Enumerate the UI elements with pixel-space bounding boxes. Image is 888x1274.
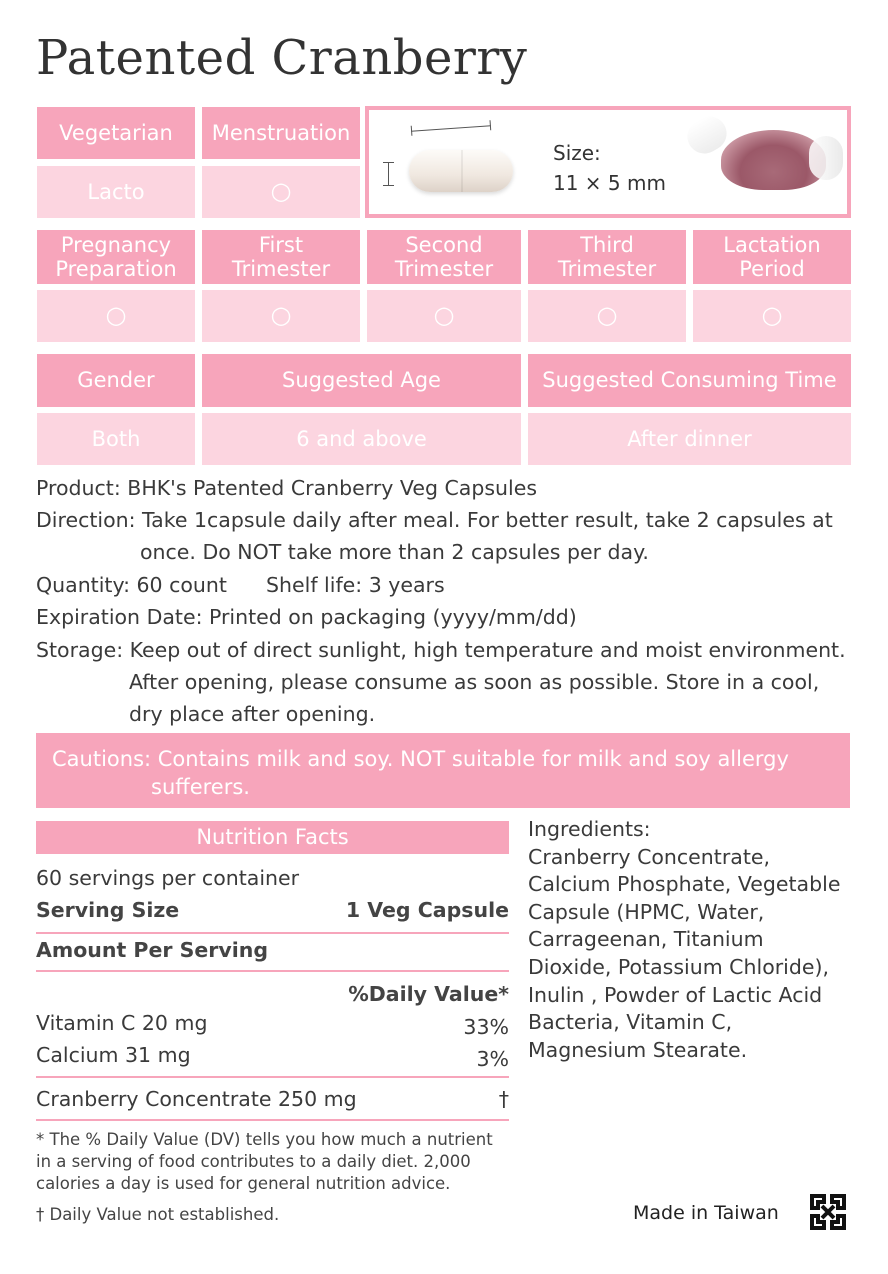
daily-value-header: %Daily Value* (348, 982, 509, 1006)
ingredients-label: Ingredients: (528, 817, 651, 841)
header-gender: Gender (37, 354, 195, 407)
cranberry-daily-value: † (498, 1087, 509, 1111)
nutrient-daily-value: 33% (463, 1015, 509, 1039)
servings-per-container: 60 servings per container (36, 866, 300, 890)
daily-value-footnote (36, 1129, 493, 1195)
size-text (553, 138, 666, 198)
page-title: Patented Cranberry (36, 30, 528, 86)
ingredient-line: Cranberry Concentrate, (528, 844, 770, 869)
size-value: 11 × 5 mm (553, 171, 666, 195)
nutrition-facts-header: Nutrition Facts (36, 821, 509, 854)
serving-size-value: 1 Veg Capsule (345, 898, 509, 922)
caution-line: Cautions: Contains milk and soy. NOT suitable for milk and soy allergy (52, 747, 789, 771)
capsule-image (409, 150, 513, 192)
footnote-line: * The % Daily Value (DV) tells you how much a nutrient (36, 1130, 493, 1149)
caution-banner (36, 733, 850, 808)
value-menstruation: ○ (202, 166, 360, 218)
ingredient-line: Dioxide, Potassium Chloride), (528, 954, 829, 979)
amount-per-serving: Amount Per Serving (36, 938, 269, 962)
shelf-life-line: Shelf life: 3 years (266, 573, 445, 597)
header-menstruation: Menstruation (202, 107, 360, 159)
storage-line: Storage: Keep out of direct sunlight, high temperature and moist environment. (36, 638, 846, 662)
header-first-trimester: First Trimester (202, 230, 360, 284)
ingredient-line: Calcium Phosphate, Vegetable (528, 872, 841, 897)
header-lactation-period: Lactation Period (693, 230, 851, 284)
header-suggested-consuming-time: Suggested Consuming Time (528, 354, 851, 407)
storage-line-continued: dry place after opening. (129, 702, 376, 726)
nutrient-name: Calcium 31 mg (36, 1043, 191, 1067)
caution-line-continued: sufferers. (151, 775, 250, 799)
value-pregnancy-preparation: ○ (37, 290, 195, 342)
quantity-line: Quantity: 60 count (36, 573, 227, 597)
header-vegetarian: Vegetarian (37, 107, 195, 159)
width-dimension-line (388, 162, 389, 186)
ingredient-line: Bacteria, Vitamin C, (528, 1010, 733, 1035)
value-suggested-consuming-time: After dinner (528, 413, 851, 465)
cranberry-name: Cranberry Concentrate 250 mg (36, 1087, 357, 1111)
value-first-trimester: ○ (202, 290, 360, 342)
expiration-line: Expiration Date: Printed on packaging (yyyy/mm/dd) (36, 605, 577, 629)
product-line: Product: BHK's Patented Cranberry Veg Capsules (36, 476, 538, 500)
divider (36, 932, 509, 934)
value-suggested-age: 6 and above (202, 413, 521, 465)
divider (36, 1076, 509, 1078)
direction-line-continued: once. Do NOT take more than 2 capsules per day. (140, 540, 649, 564)
storage-line-continued: After opening, please consume as soon as possible. Store in a cool, (129, 670, 820, 694)
capsule-size-box (365, 106, 851, 218)
ingredient-line: Capsule (HPMC, Water, (528, 899, 765, 924)
ingredient-line: Inulin , Powder of Lactic Acid (528, 982, 823, 1007)
footnote-line: calories a day is used for general nutrition advice. (36, 1174, 451, 1193)
divider (36, 970, 509, 972)
ingredients-block (528, 816, 858, 1064)
serving-size-label: Serving Size (36, 898, 180, 922)
header-suggested-age: Suggested Age (202, 354, 521, 407)
nutrient-daily-value: 3% (476, 1047, 509, 1071)
nutrient-row (36, 1043, 509, 1071)
value-vegetarian: Lacto (37, 166, 195, 218)
value-lactation-period: ○ (693, 290, 851, 342)
footnote-line: in a serving of food contributes to a daily diet. 2,000 (36, 1152, 471, 1171)
value-gender: Both (37, 413, 195, 465)
ingredient-line: Magnesium Stearate. (528, 1037, 748, 1062)
cranberry-row (36, 1087, 509, 1115)
ingredient-line: Carrageenan, Titanium (528, 927, 764, 952)
made-in-taiwan: Made in Taiwan (633, 1202, 779, 1224)
size-label: Size: (553, 141, 601, 165)
nutrient-name: Vitamin C 20 mg (36, 1011, 208, 1035)
divider (36, 1119, 509, 1121)
serving-size-row (36, 898, 509, 924)
header-second-trimester: Second Trimester (367, 230, 521, 284)
daily-value-header-row (36, 982, 509, 1008)
value-third-trimester: ○ (528, 290, 686, 342)
capsule-shell-image (809, 136, 843, 180)
recycle-icon (808, 1192, 848, 1232)
direction-line: Direction: Take 1capsule daily after meal. For better result, take 2 capsules at (36, 508, 833, 532)
dagger-footnote: † Daily Value not established. (36, 1205, 280, 1224)
length-dimension-line (411, 125, 491, 132)
header-pregnancy-preparation: Pregnancy Preparation (37, 230, 195, 284)
nutrient-row (36, 1011, 509, 1039)
header-third-trimester: Third Trimester (528, 230, 686, 284)
value-second-trimester: ○ (367, 290, 521, 342)
